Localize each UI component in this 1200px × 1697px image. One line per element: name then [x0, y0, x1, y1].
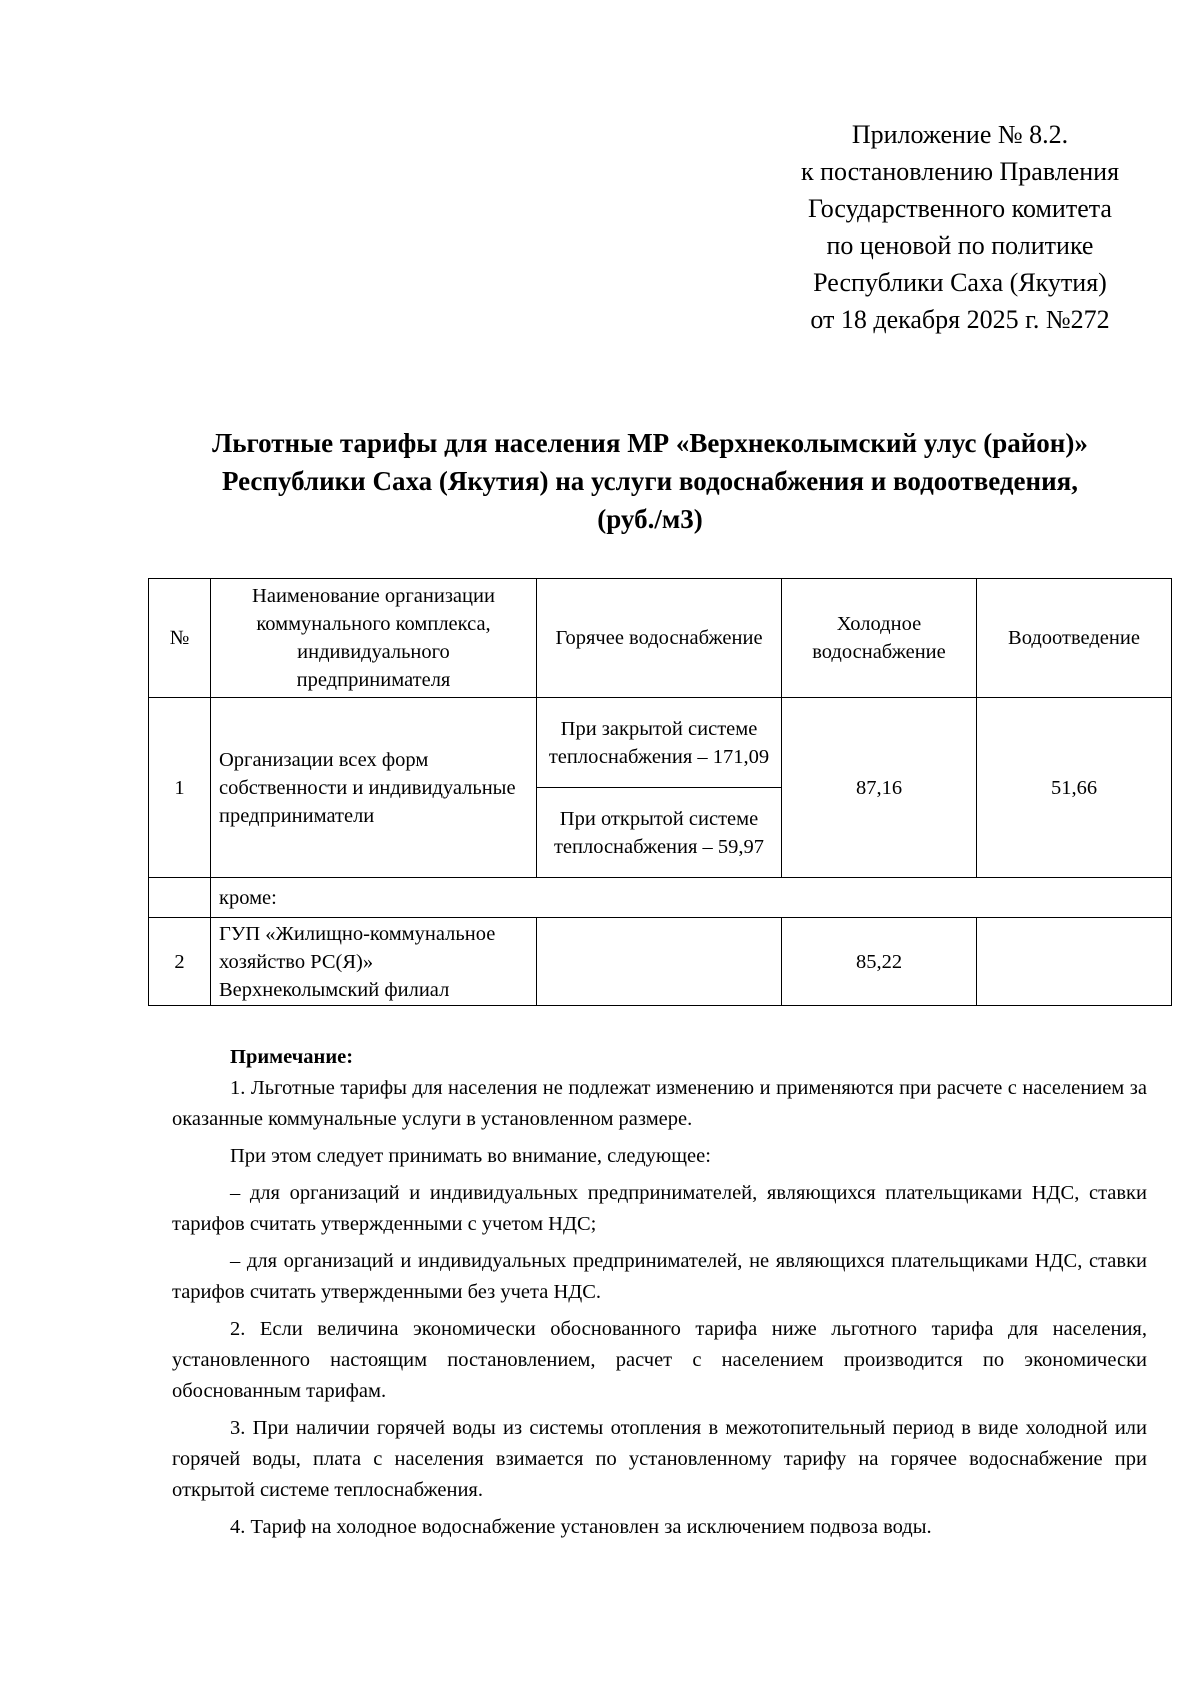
annex-line: к постановлению Правления — [800, 157, 1120, 186]
except-number-cell — [149, 878, 211, 918]
note-paragraph: – для организаций и индивидуальных предпринимателей, являющихся плательщиками НДС, ставки тарифов считать утвержденными с учетом НДС; — [172, 1182, 1147, 1235]
row1-number: 1 — [149, 698, 211, 878]
row2-number: 2 — [149, 918, 211, 1006]
annex-line: Государственного комитета — [808, 194, 1112, 223]
note-paragraph: – для организаций и индивидуальных предпринимателей, не являющихся плательщиками НДС, ставки тарифов считать утвержденными без учета НДС. — [172, 1250, 1147, 1303]
row2-cold-water: 85,22 — [782, 918, 977, 1006]
tariff-table — [148, 578, 1172, 1006]
header-organization: Наименование организации коммунального комплекса, индивидуального предпринимателя — [211, 579, 537, 698]
row1-hot-closed: При закрытой системе теплоснабжения – 171,09 — [537, 698, 782, 788]
annex-line: Приложение № 8.2. — [851, 120, 1069, 149]
header-hot-water: Горячее водоснабжение — [537, 579, 782, 698]
row2-hot-water — [537, 918, 782, 1006]
row1-hot-open: При открытой системе теплоснабжения – 59,97 — [537, 788, 782, 878]
title-line: Льготные тарифы для населения МР «Верхнеколымский улус (район)» — [212, 428, 1088, 458]
note-paragraph: 4. Тариф на холодное водоснабжение установлен за исключением подвоза воды. — [230, 1516, 932, 1538]
row2-organization: ГУП «Жилищно-коммунальное хозяйство РС(Я)» Верхнеколымский филиал — [211, 918, 537, 1006]
annex-line: по ценовой по политике — [826, 231, 1094, 260]
notes-heading: Примечание: — [230, 1046, 354, 1068]
note-paragraph: 1. Льготные тарифы для населения не подлежат изменению и применяются при расчете с населением за оказанные коммунальные услуги в установленном размере. — [172, 1077, 1147, 1130]
annex-header — [770, 116, 1150, 338]
table-row — [149, 698, 1172, 788]
row2-sewerage — [977, 918, 1172, 1006]
document-title — [150, 424, 1150, 538]
title-line: Республики Саха (Якутия) на услуги водоснабжения и водоотведения, — [221, 466, 1079, 496]
annex-line: Республики Саха (Якутия) — [813, 268, 1107, 297]
row1-cold-water: 87,16 — [782, 698, 977, 878]
note-paragraph: При этом следует принимать во внимание, следующее: — [230, 1145, 711, 1167]
annex-line: от 18 декабря 2025 г. №272 — [810, 305, 1110, 334]
note-paragraph: 3. При наличии горячей воды из системы отопления в межотопительный период в виде холодной или горячей воды, плата с населения взимается по установленному тарифу на горячее водоснабжение при открытой системе теплоснабжения. — [172, 1417, 1147, 1501]
row1-sewerage: 51,66 — [977, 698, 1172, 878]
header-cold-water: Холодное водоснабжение — [782, 579, 977, 698]
header-sewerage: Водоотведение — [977, 579, 1172, 698]
row1-organization: Организации всех форм собственности и индивидуальные предприниматели — [211, 698, 537, 878]
except-label: кроме: — [211, 878, 1172, 918]
table-row-except — [149, 878, 1172, 918]
header-number: № — [149, 579, 211, 698]
title-line: (руб./м3) — [597, 504, 703, 534]
notes-section — [172, 1042, 1147, 1543]
table-header-row — [149, 579, 1172, 698]
note-paragraph: 2. Если величина экономически обоснованного тарифа ниже льготного тарифа для населения, установленного настоящим постановлением, расчет с населением производится по экономически обоснованным тарифам. — [172, 1318, 1147, 1402]
table-row — [149, 918, 1172, 1006]
